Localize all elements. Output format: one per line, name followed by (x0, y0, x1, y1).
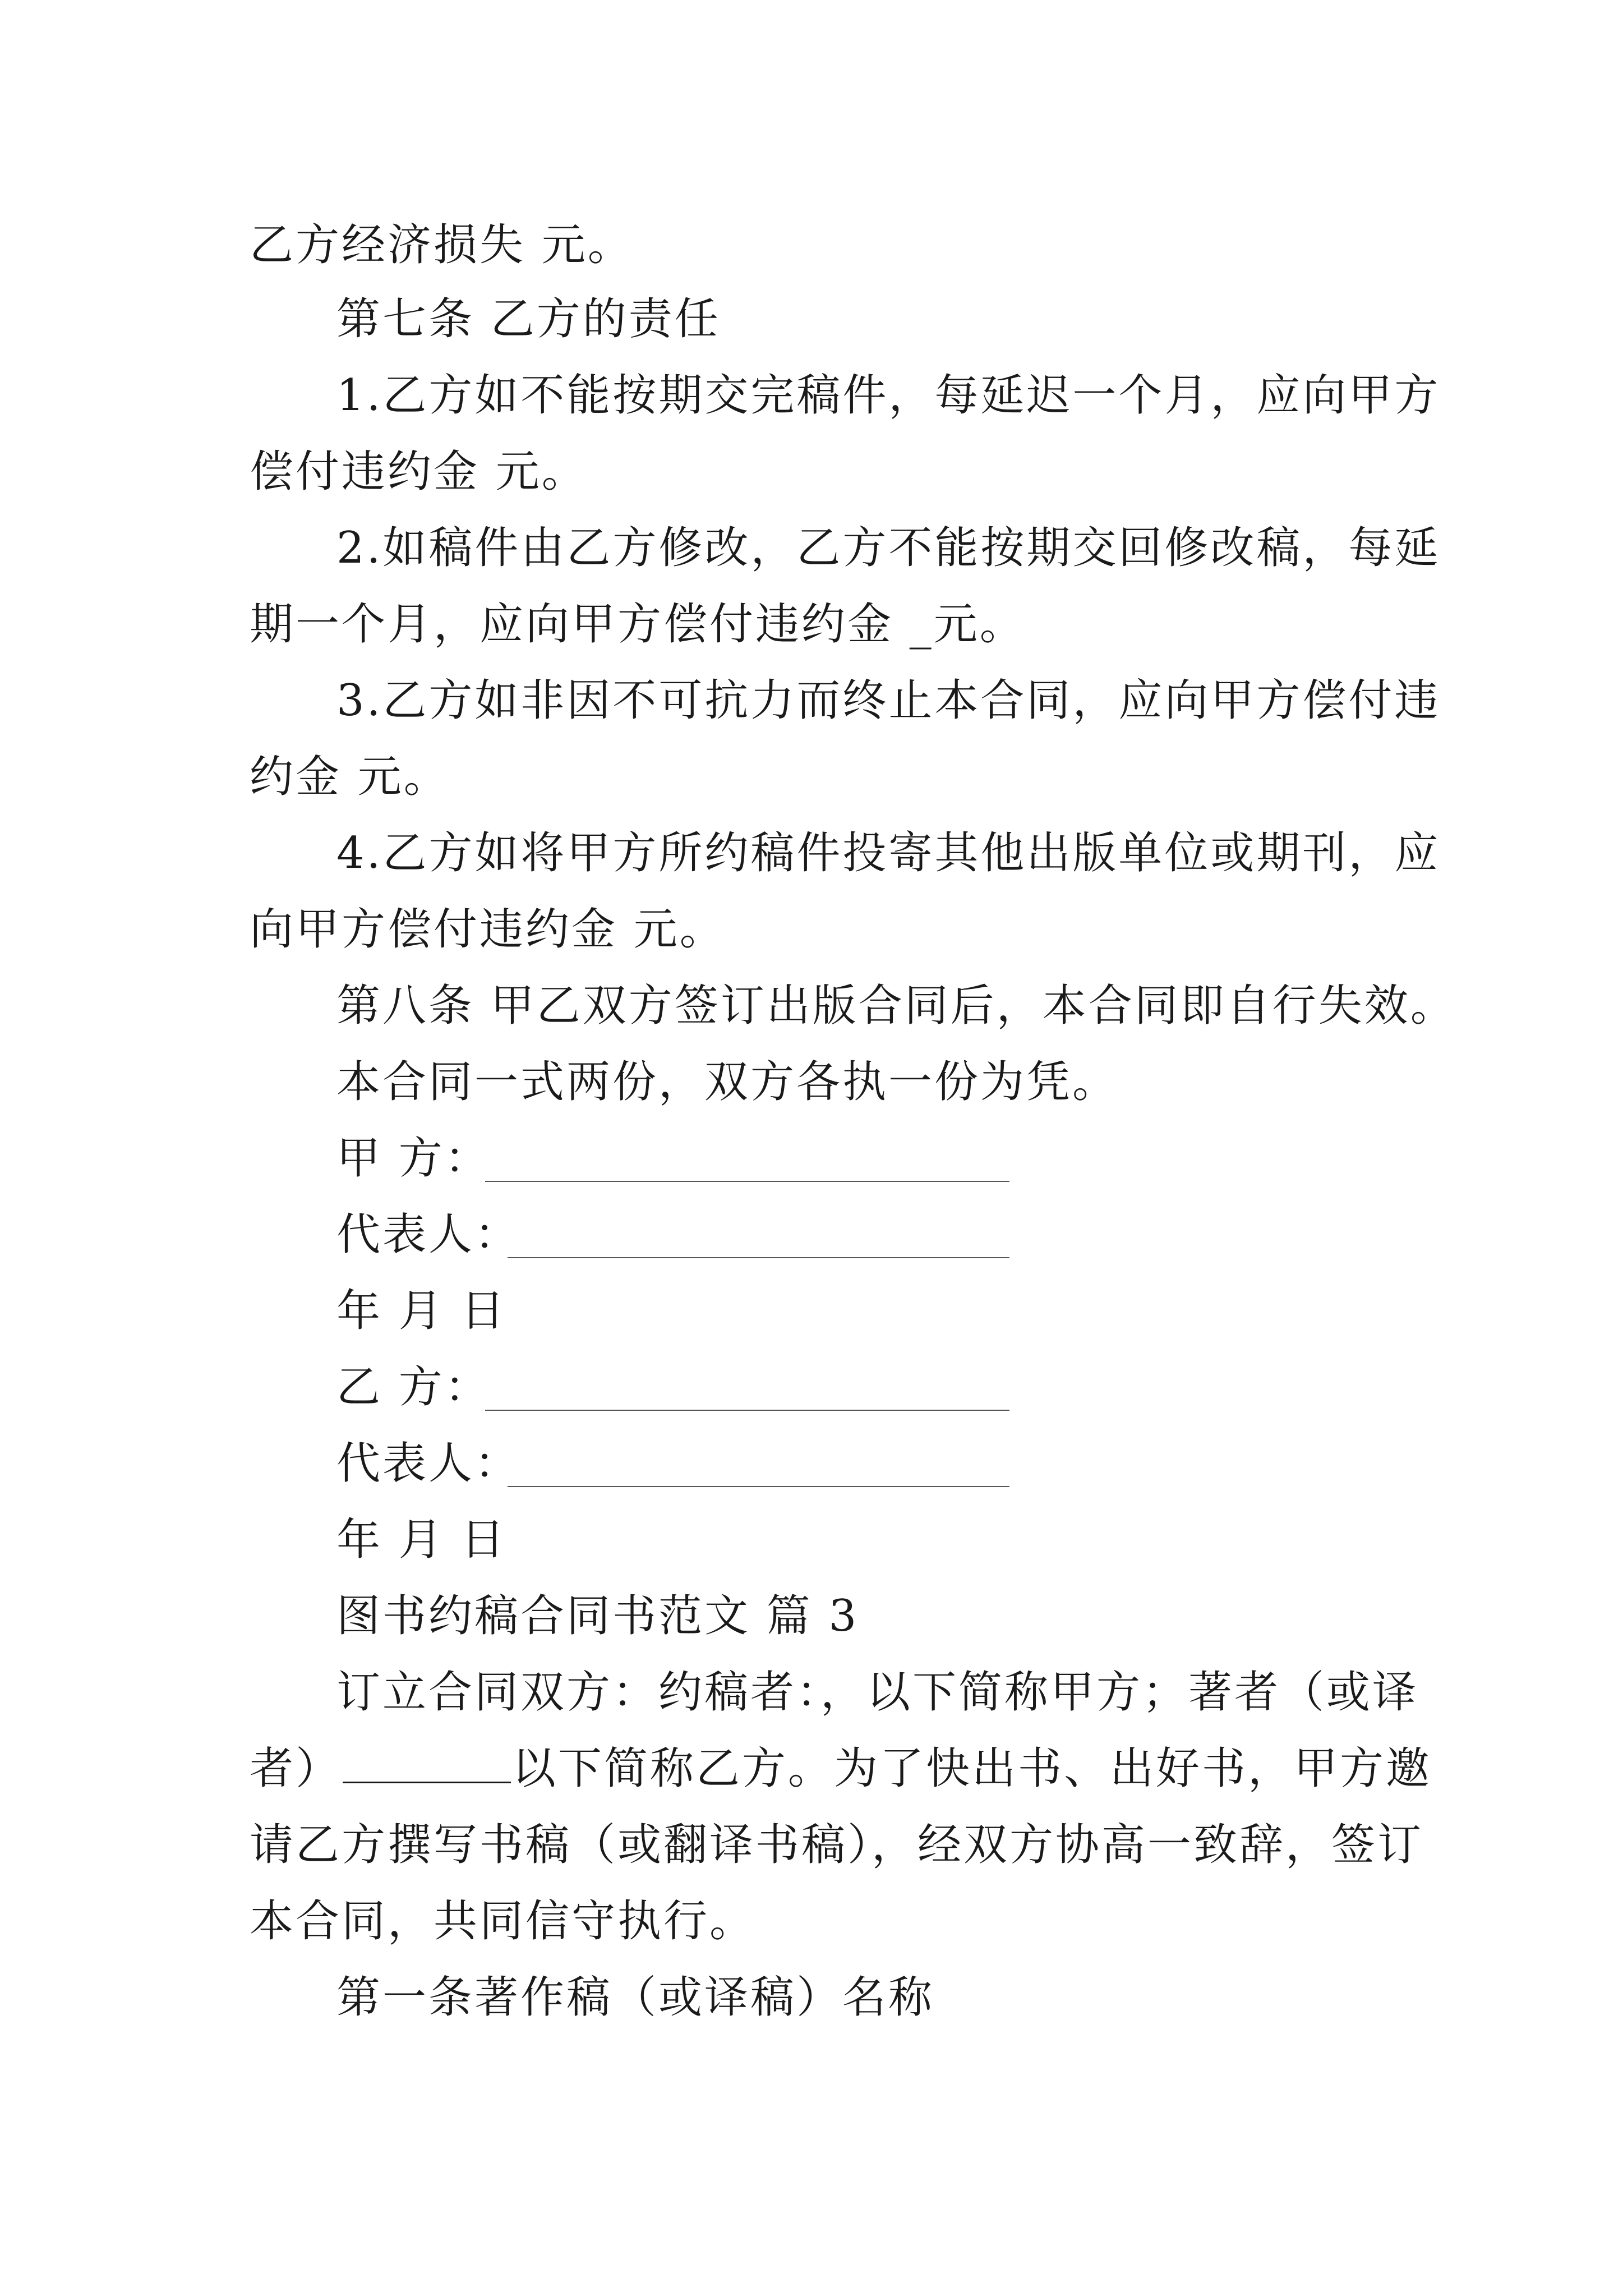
text-line: 偿付违约金 元。 (250, 447, 588, 497)
text-line: 2.如稿件由乙方修改，乙方不能按期交回修改稿，每延 (336, 523, 1441, 573)
text-segment: 以下简称乙方。为了快出书、出好书，甲方邀 (512, 1743, 1432, 1794)
party-a-date: 年 月 日 (336, 1286, 507, 1336)
section-heading: 图书约稿合同书范文 篇 3 (336, 1591, 859, 1641)
text-line: 3.乙方如非因不可抗力而终止本合同，应向甲方偿付违 (336, 675, 1441, 726)
text-line: 约金 元。 (250, 752, 450, 802)
text-line: 本合同，共同信守执行。 (250, 1896, 756, 1947)
text-line: 乙方经济损失 元。 (250, 220, 634, 270)
text-line (250, 1743, 1432, 1794)
party-b-label: 乙 方： (336, 1362, 491, 1412)
text-line: 1.乙方如不能按期交完稿件，每延迟一个月，应向甲方 (336, 370, 1441, 421)
party-a-representative-label: 代表人： (336, 1209, 521, 1260)
text-line: 请乙方撰写书稿（或翻译书稿），经双方协高一致辞，签订 (250, 1820, 1424, 1870)
party-b-representative-signature-line (508, 1486, 1009, 1487)
party-b-signature-line (485, 1410, 1009, 1411)
text-line: 本合同一式两份，双方各执一份为凭。 (336, 1057, 1119, 1107)
text-segment: 者） (250, 1743, 342, 1794)
party-a-signature-line (485, 1181, 1009, 1182)
translator-name-blank (343, 1748, 511, 1783)
article-heading: 第八条 甲乙双方签订出版合同后，本合同即自行失效。 (336, 981, 1456, 1031)
party-b-date: 年 月 日 (336, 1515, 507, 1565)
party-b-representative-label: 代表人： (336, 1438, 521, 1489)
text-line: 向甲方偿付违约金 元。 (250, 904, 726, 955)
article-heading: 第七条 乙方的责任 (336, 294, 721, 344)
text-line: 订立合同双方：约稿者：，以下简称甲方；著者（或译 (336, 1667, 1419, 1718)
article-heading: 第一条著作稿（或译稿）名称 (336, 1972, 935, 2023)
party-a-label: 甲 方： (336, 1133, 491, 1184)
party-a-representative-signature-line (508, 1257, 1009, 1258)
text-line: 期一个月，应向甲方偿付违约金 _元。 (250, 599, 1026, 650)
text-line: 4.乙方如将甲方所约稿件投寄其他出版单位或期刊，应 (336, 828, 1441, 878)
